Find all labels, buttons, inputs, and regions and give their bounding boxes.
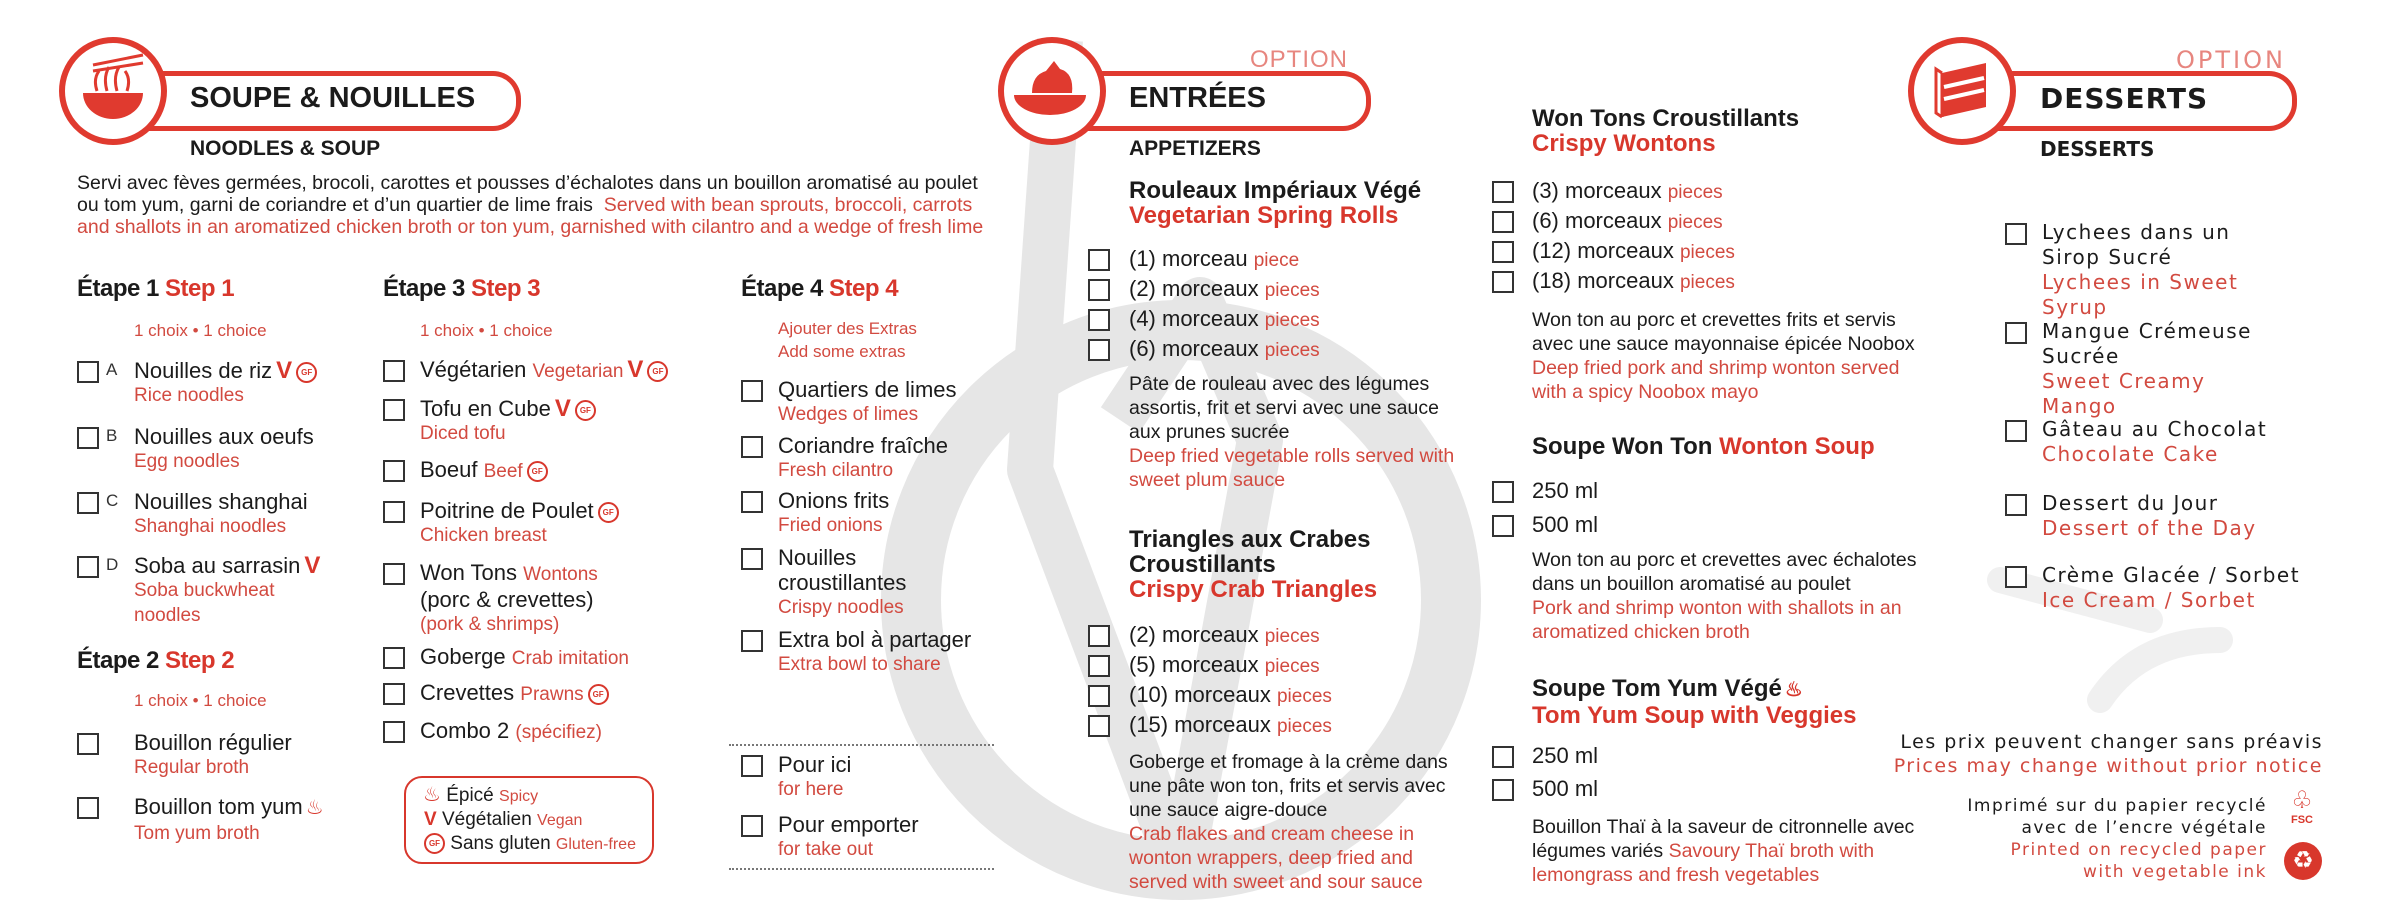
heading-fr: Triangles aux Crabes Croustillants [1129, 526, 1371, 578]
portion-checkbox[interactable] [1088, 249, 1110, 271]
menu-checkbox[interactable] [77, 492, 99, 514]
step-fr: Étape 3 [383, 275, 465, 302]
menu-checkbox[interactable] [741, 755, 763, 777]
item-name-en: (spécifiez) [515, 722, 602, 743]
vegan-icon: V [276, 357, 293, 384]
description-en: Deep fried vegetable rolls served with sweet plum sauce [1129, 445, 1455, 491]
menu-item [134, 553, 334, 628]
dessert-item [2042, 319, 2272, 419]
portion-fr: 250 ml [1532, 743, 1599, 768]
item-name-fr: Combo 2 [420, 718, 510, 743]
menu-checkbox[interactable] [383, 563, 405, 585]
menu-checkbox[interactable] [383, 647, 405, 669]
menu-item [134, 358, 334, 408]
heading-en: Tom Yum Soup with Veggies [1532, 702, 1857, 729]
portion-fr: (2) morceaux [1129, 276, 1259, 301]
dessert-checkbox[interactable] [2005, 494, 2027, 516]
portion-fr: (6) morceaux [1129, 336, 1259, 361]
vegan-icon: V [304, 552, 321, 579]
legend-en: Gluten-free [555, 836, 636, 853]
item-name-en: Regular broth [134, 757, 250, 778]
menu-checkbox[interactable] [383, 399, 405, 421]
item-name-fr: Poitrine de Poulet [420, 498, 594, 523]
portion-fr: (6) morceaux [1532, 208, 1662, 233]
menu-item [778, 433, 978, 483]
menu-checkbox[interactable] [77, 733, 99, 755]
item-heading [1129, 527, 1449, 602]
step-en: Step 4 [829, 275, 899, 302]
portion-option [1532, 776, 1598, 801]
portion-option [1129, 306, 1320, 333]
fsc-label: FSC [2291, 814, 2313, 826]
dessert-name-fr: Gâteau au Chocolat [2042, 417, 2268, 441]
print-notice [1967, 795, 2267, 883]
item-name-fr: Nouilles shanghai [134, 489, 308, 514]
recycle-icon: ♻ [2284, 842, 2322, 880]
option-letter: B [106, 426, 118, 445]
portion-option [1129, 652, 1320, 679]
dessert-checkbox[interactable] [2005, 223, 2027, 245]
step-en: Step 2 [165, 647, 235, 674]
description-fr: Goberge et fromage à la crème dans une pâte won ton, frits et servis avec une sauce aigre-douce [1129, 751, 1448, 821]
description-en: Pork and shrimp wonton with shallots in an aromatized chicken broth [1532, 597, 1902, 643]
choice-note: 1 choix • 1 choice [134, 691, 267, 710]
item-name-en: Egg noodles [134, 451, 240, 472]
item-description [1532, 308, 1932, 404]
item-name-en: Wontons [523, 564, 598, 585]
dessert-name-en: Chocolate Cake [2042, 442, 2219, 466]
legend-en: Vegan [537, 812, 583, 829]
portion-option [1129, 712, 1332, 739]
dessert-checkbox[interactable] [2005, 420, 2027, 442]
dessert-name-en: Dessert of the Day [2042, 516, 2257, 540]
gluten-free-icon: GF [575, 400, 596, 421]
item-name-fr: Coriandre fraîche [778, 433, 948, 458]
portion-option [1532, 512, 1598, 537]
portion-checkbox[interactable] [1492, 181, 1514, 203]
portion-fr: (2) morceaux [1129, 622, 1259, 647]
item-name-en: Diced tofu [420, 423, 506, 444]
menu-checkbox[interactable] [77, 427, 99, 449]
spicy-icon: ♨ [1784, 679, 1803, 701]
portion-fr: 250 ml [1532, 478, 1599, 503]
item-detail-fr: (porc & crevettes) [420, 587, 594, 612]
portion-en: pieces [1667, 212, 1723, 233]
portion-fr: (1) morceau [1129, 246, 1248, 271]
menu-checkbox[interactable] [383, 360, 405, 382]
step-1-heading [77, 275, 234, 303]
item-name-fr: Extra bol à partager [778, 627, 972, 652]
choice-en: Add some extras [778, 342, 906, 361]
item-name-en: Tom yum broth [134, 823, 260, 844]
heading-fr: Rouleaux Impériaux Végé [1129, 177, 1422, 204]
item-name-fr: Pour emporter [778, 812, 919, 837]
menu-item [778, 545, 978, 620]
menu-item [420, 718, 720, 745]
step-4-heading [741, 275, 898, 303]
heading-en: Wonton Soup [1719, 433, 1875, 460]
dessert-item [2042, 220, 2272, 320]
section-title: DESSERTS [2040, 82, 2209, 115]
section-title: ENTRÉES [1129, 82, 1266, 114]
description-fr: Bouillon Thaï à la saveur de citronnelle avec légumes variés [1532, 816, 1915, 862]
legend-fr: Sans gluten [450, 833, 551, 854]
dessert-item [2042, 563, 2332, 613]
notice-fr: Les prix peuvent changer sans préavis [1900, 731, 2323, 753]
menu-checkbox[interactable] [77, 361, 99, 383]
menu-item [134, 794, 364, 846]
portion-en: pieces [1679, 272, 1735, 293]
section-subtitle: DESSERTS [2040, 137, 2155, 161]
item-name-fr: Bouillon tom yum [134, 794, 303, 819]
item-heading [1129, 178, 1449, 228]
item-name-en: Soba buckwheat noodles [134, 580, 275, 626]
item-name-en: Fresh cilantro [778, 460, 894, 481]
menu-checkbox[interactable] [741, 630, 763, 652]
menu-item [134, 730, 364, 780]
dessert-name-fr: Dessert du Jour [2042, 491, 2219, 515]
legend-fr: Épicé [446, 785, 494, 806]
portion-en: pieces [1264, 340, 1320, 361]
portion-fr: 500 ml [1532, 512, 1599, 537]
menu-checkbox[interactable] [741, 436, 763, 458]
portion-option [1532, 268, 1735, 295]
menu-checkbox[interactable] [77, 797, 99, 819]
item-name-fr: Crevettes [420, 680, 515, 705]
heading-fr: Soupe Won Ton [1532, 433, 1713, 460]
item-name-en: Extra bowl to share [778, 654, 941, 675]
portion-checkbox[interactable] [1492, 211, 1514, 233]
item-description [1129, 750, 1474, 894]
print-en: Printed on recycled paper [2010, 840, 2267, 860]
option-letter: A [106, 360, 118, 379]
legend-en: Spicy [499, 788, 539, 805]
portion-fr: (18) morceaux [1532, 268, 1674, 293]
item-name-fr: Végétarien [420, 357, 527, 382]
portion-checkbox[interactable] [1492, 271, 1514, 293]
menu-item [778, 627, 978, 677]
step-fr: Étape 2 [77, 647, 159, 674]
portion-fr: (12) morceaux [1532, 238, 1674, 263]
portion-checkbox[interactable] [1088, 685, 1110, 707]
description-en: Deep fried pork and shrimp wonton served with a spicy Noobox mayo [1532, 357, 1900, 403]
gluten-free-icon: GF [424, 833, 445, 854]
item-name-fr: Bouillon régulier [134, 730, 292, 755]
portion-en: pieces [1264, 280, 1320, 301]
step-fr: Étape 1 [77, 275, 159, 302]
dessert-checkbox[interactable] [2005, 566, 2027, 588]
item-name-en: Crab imitation [511, 648, 629, 669]
portion-en: pieces [1679, 242, 1735, 263]
description-fr: Won ton au porc et crevettes avec échalotes dans un bouillon aromatisé au poulet [1532, 549, 1917, 595]
legend-gluten-free [420, 832, 638, 856]
item-name-en: Fried onions [778, 515, 883, 536]
item-name-fr: Onions frits [778, 488, 890, 513]
item-name-fr: Goberge [420, 644, 506, 669]
portion-option [1532, 178, 1723, 205]
menu-checkbox[interactable] [741, 815, 763, 837]
portion-option [1129, 682, 1332, 709]
portion-checkbox[interactable] [1492, 241, 1514, 263]
dessert-name-en: Ice Cream / Sorbet [2042, 588, 2256, 612]
menu-item [420, 396, 720, 446]
item-name-en: for take out [778, 839, 874, 860]
step-en: Step 3 [471, 275, 541, 302]
portion-en: pieces [1264, 656, 1320, 677]
description-en: Savoury Thaï broth with lemongrass and fresh vegetables [1532, 840, 1875, 886]
portion-option [1532, 238, 1735, 265]
item-name-en: Prawns [520, 684, 584, 705]
step-en: Step 1 [165, 275, 235, 302]
print-fr: avec de l’encre végétale [2021, 818, 2267, 838]
portion-checkbox[interactable] [1492, 746, 1514, 768]
portion-fr: (10) morceaux [1129, 682, 1271, 707]
spicy-icon: ♨ [305, 797, 324, 819]
portion-checkbox[interactable] [1492, 779, 1514, 801]
step-fr: Étape 4 [741, 275, 823, 302]
menu-item [778, 812, 978, 862]
heading-fr: Soupe Tom Yum Végé [1532, 675, 1782, 702]
portion-en: pieces [1276, 686, 1332, 707]
step-3-heading [383, 275, 540, 303]
portion-en: pieces [1264, 310, 1320, 331]
option-letter: D [106, 555, 119, 574]
price-notice [1894, 730, 2323, 778]
gluten-free-icon: GF [598, 502, 619, 523]
item-name-en: Shanghai noodles [134, 516, 287, 537]
item-name-en: Chicken breast [420, 525, 547, 546]
item-name-fr: Nouilles aux oeufs [134, 424, 314, 449]
vegan-icon: V [627, 356, 644, 383]
portion-option [1532, 208, 1723, 235]
gluten-free-icon: GF [527, 461, 548, 482]
menu-item [420, 498, 720, 548]
vegan-icon: V [554, 395, 571, 422]
item-name-en: Rice noodles [134, 385, 244, 406]
portion-fr: (15) morceaux [1129, 712, 1271, 737]
legend-fr: Végétalien [441, 809, 532, 830]
dessert-name-en: Lychees in Sweet Syrup [2042, 270, 2239, 319]
menu-checkbox[interactable] [383, 683, 405, 705]
spicy-icon: ♨ [423, 784, 441, 806]
option-letter: C [106, 491, 119, 510]
choice-note: 1 choix • 1 choice [420, 321, 553, 340]
heading-en: Crispy Wontons [1532, 130, 1716, 157]
menu-item [134, 424, 334, 474]
dessert-name-fr: Lychees dans un Sirop Sucré [2042, 220, 2231, 269]
item-name-fr: Won Tons [420, 560, 518, 585]
gluten-free-icon: GF [647, 361, 668, 382]
menu-item [420, 457, 720, 484]
portion-checkbox[interactable] [1088, 655, 1110, 677]
section-subtitle: NOODLES & SOUP [190, 137, 381, 160]
fsc-icon: ♧ FSC [2282, 788, 2322, 826]
portion-fr: 500 ml [1532, 776, 1599, 801]
print-en: with vegetable ink [2082, 862, 2267, 882]
portion-option [1129, 622, 1320, 649]
portion-en: pieces [1276, 716, 1332, 737]
menu-item [778, 377, 978, 427]
item-name-en: Crispy noodles [778, 597, 904, 618]
vegan-icon: V [424, 809, 437, 830]
portion-en: pieces [1667, 182, 1723, 203]
menu-item [420, 680, 720, 707]
menu-item [778, 752, 978, 802]
portion-option [1129, 276, 1320, 303]
notice-en: Prices may change without prior notice [1893, 755, 2323, 777]
portion-en: pieces [1264, 626, 1320, 647]
step-2-heading [77, 647, 234, 675]
item-heading [1532, 106, 1952, 156]
description-fr: Won ton au porc et crevettes frits et servis avec une sauce mayonnaise épicée Noobox [1532, 309, 1915, 355]
item-description [1532, 548, 1932, 644]
dietary-legend [404, 776, 654, 864]
item-name-fr: Pour ici [778, 752, 852, 777]
portion-checkbox[interactable] [1492, 515, 1514, 537]
item-name-en: Wedges of limes [778, 404, 919, 425]
section-title: SOUPE & NOUILLES [190, 82, 476, 114]
menu-checkbox[interactable] [383, 501, 405, 523]
print-fr: Imprimé sur du papier recyclé [1967, 796, 2267, 816]
menu-item [134, 489, 334, 539]
description-fr: Servi avec fèves germées, brocoli, carottes et pousses d’échalotes dans un bouillon aromatisé au poulet ou tom yum, garni de coriandre et d’un quartier de lime frais [77, 172, 978, 216]
item-heading [1532, 434, 1952, 459]
portion-fr: (3) morceaux [1532, 178, 1662, 203]
divider [729, 744, 994, 746]
section-subtitle: APPETIZERS [1129, 137, 1261, 160]
menu-item [778, 488, 978, 538]
divider [729, 868, 994, 870]
description-en: Served with bean sprouts, broccoli, carrots and shallots in an aromatized chicken broth or ton yum, garnished with cilantro and a wedge of fresh lime [77, 194, 984, 238]
noodle-bowl-icon [59, 37, 167, 145]
portion-checkbox[interactable] [1088, 625, 1110, 647]
gluten-free-icon: GF [296, 362, 317, 383]
option-label: OPTION [2176, 46, 2286, 74]
portion-checkbox[interactable] [1088, 715, 1110, 737]
legend-vegan [420, 808, 638, 832]
portion-checkbox[interactable] [1088, 309, 1110, 331]
dessert-checkbox[interactable] [2005, 322, 2027, 344]
item-name-en: Vegetarian [532, 361, 624, 382]
menu-item [420, 560, 720, 637]
choice-note: 1 choix • 1 choice [134, 321, 267, 340]
item-name-fr: Nouilles croustillantes [778, 545, 907, 595]
portion-checkbox[interactable] [1492, 481, 1514, 503]
legend-spicy [420, 784, 638, 808]
menu-item [420, 357, 720, 384]
dessert-item [2042, 417, 2332, 467]
item-name-en: (pork & shrimps) [420, 614, 560, 635]
item-name-fr: Tofu en Cube [420, 396, 551, 421]
cake-icon [1908, 37, 2016, 145]
portion-en: piece [1253, 250, 1300, 271]
menu-checkbox[interactable] [77, 556, 99, 578]
soup-description [77, 172, 987, 238]
heading-fr: Won Tons Croustillants [1532, 105, 1800, 132]
portion-fr: (5) morceaux [1129, 652, 1259, 677]
portion-checkbox[interactable] [1088, 339, 1110, 361]
menu-checkbox[interactable] [383, 460, 405, 482]
dessert-item [2042, 491, 2332, 541]
menu-checkbox[interactable] [741, 548, 763, 570]
menu-checkbox[interactable] [741, 491, 763, 513]
item-name-fr: Soba au sarrasin [134, 553, 301, 578]
description-fr: Pâte de rouleau avec des légumes assortis, frit et servi avec une sauce aux prunes sucrée [1129, 373, 1439, 443]
item-name-fr: Nouilles de riz [134, 358, 273, 383]
dessert-name-en: Sweet Creamy Mango [2042, 369, 2206, 418]
heading-en: Vegetarian Spring Rolls [1129, 202, 1399, 229]
portion-option [1129, 246, 1299, 273]
item-name-en: Beef [483, 461, 523, 482]
item-name-en: for here [778, 779, 844, 800]
portion-fr: (4) morceaux [1129, 306, 1259, 331]
wok-icon [998, 37, 1106, 145]
portion-option [1532, 743, 1598, 768]
gluten-free-icon: GF [588, 684, 609, 705]
portion-checkbox[interactable] [1088, 279, 1110, 301]
choice-note [778, 317, 917, 363]
heading-en: Crispy Crab Triangles [1129, 576, 1378, 603]
item-name-fr: Boeuf [420, 457, 478, 482]
menu-item [420, 644, 720, 671]
description-en: Crab flakes and cream cheese in wonton wrappers, deep fried and served with sweet and sour sauce [1129, 823, 1423, 893]
dessert-name-fr: Mangue Crémeuse Sucrée [2042, 319, 2252, 368]
portion-option [1532, 478, 1598, 503]
dessert-name-fr: Crème Glacée / Sorbet [2042, 563, 2301, 587]
menu-checkbox[interactable] [741, 380, 763, 402]
item-name-fr: Quartiers de limes [778, 377, 957, 402]
item-heading [1532, 676, 1952, 728]
menu-checkbox[interactable] [383, 721, 405, 743]
portion-option [1129, 336, 1320, 363]
item-description [1129, 372, 1464, 492]
item-description [1532, 815, 1932, 887]
choice-fr: Ajouter des Extras [778, 319, 917, 338]
option-label: OPTION [1250, 46, 1349, 73]
